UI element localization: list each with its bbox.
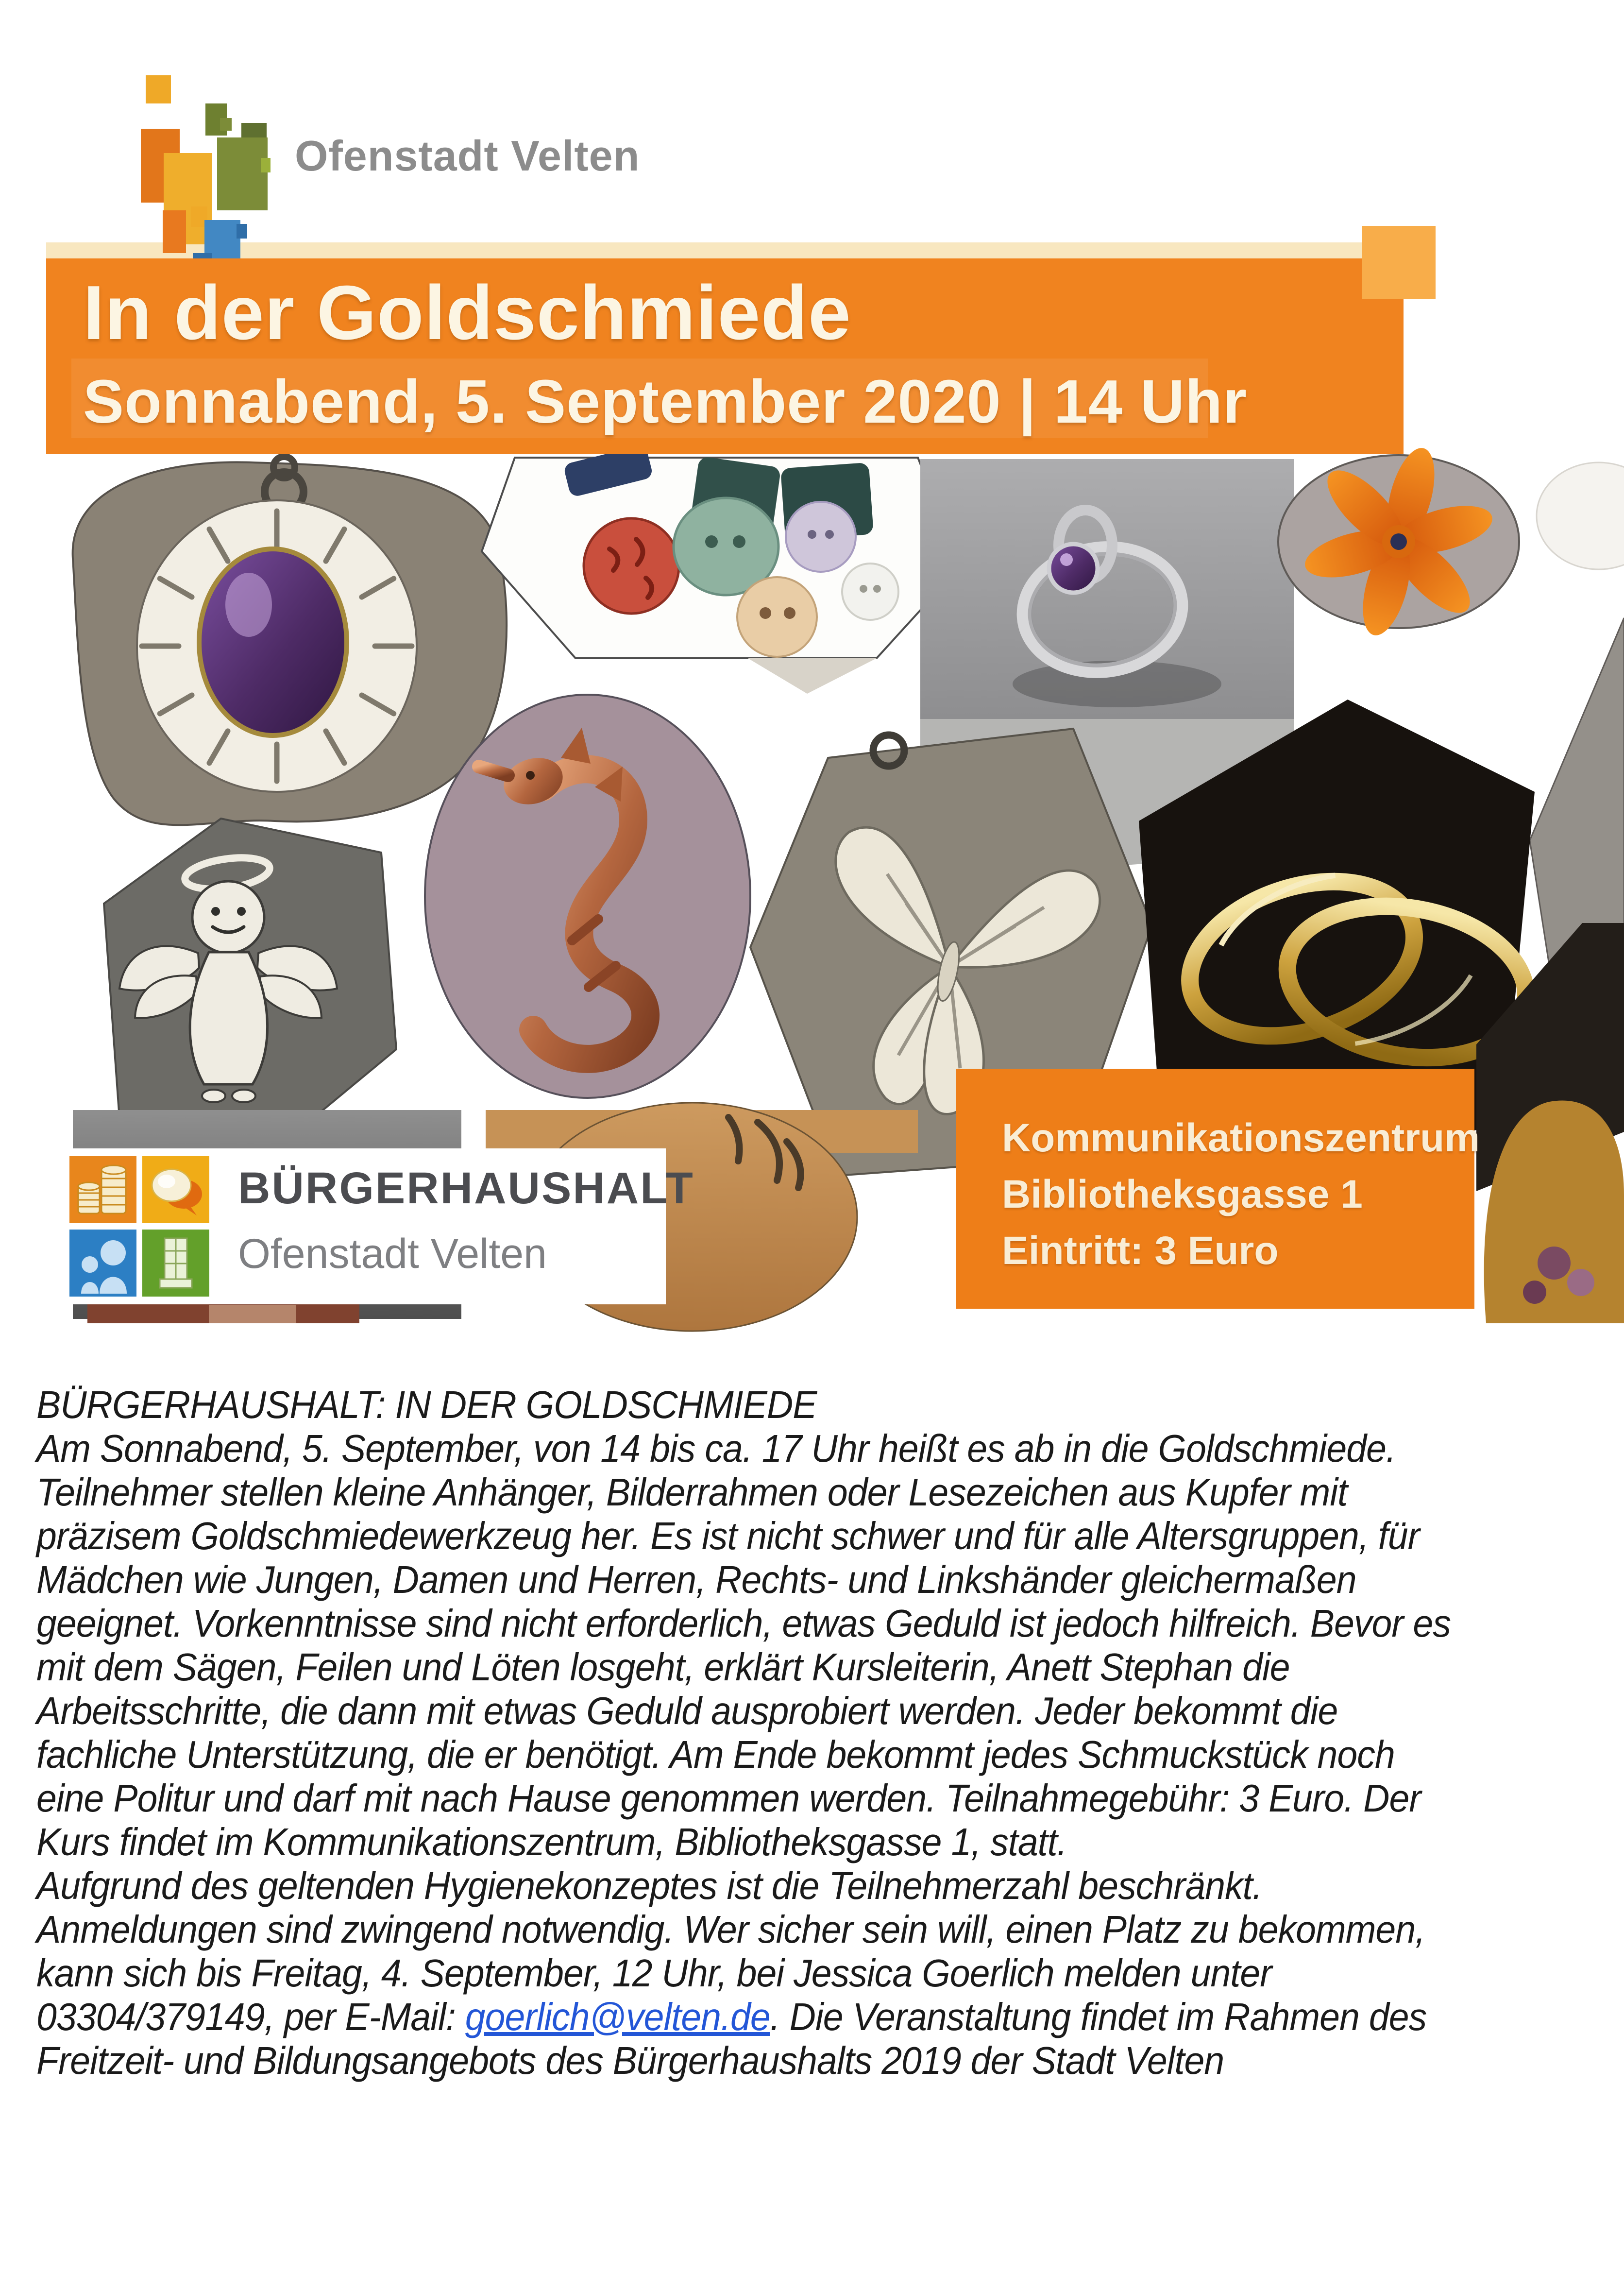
event-title: In der Goldschmiede — [83, 270, 851, 356]
collage-orange-flower — [1278, 443, 1519, 640]
body-line: geeignet. Vorkenntnisse sind nicht erforderlich, etwas Geduld ist jedoch hilfreich. Bevor es — [36, 1602, 1451, 1645]
tower-icon — [142, 1230, 209, 1297]
body-line: Anmeldungen sind zwingend notwendig. Wer sicher sein will, einen Platz zu bekommen, — [36, 1908, 1425, 1951]
ofenstadt-velten-logo-icon — [134, 61, 289, 265]
body-line: präzisem Goldschmiedewerkzeug her. Es ist nicht schwer und für alle Altersgruppen, für — [36, 1514, 1420, 1557]
collage-silver-angel-pendant — [104, 819, 396, 1152]
body-line: Freitzeit- und Bildungsangebots des Bürgerhaushalts 2019 der Stadt Velten — [36, 2039, 1224, 2082]
buergerhaushalt-subtitle: Ofenstadt Velten — [238, 1230, 547, 1277]
info-address: Bibliotheksgasse 1 — [1002, 1172, 1363, 1216]
body-line: kann sich bis Freitag, 4. September, 12 Uhr, bei Jessica Goerlich melden unter — [36, 1951, 1272, 1995]
email-link[interactable]: goerlich@velten.de — [465, 1995, 770, 2038]
event-date: Sonnabend, 5. September 2020 | 14 Uhr — [83, 367, 1248, 436]
brand-text: Ofenstadt Velten — [295, 132, 640, 180]
collage-copper-dragon-pendant — [425, 695, 750, 1098]
body-line: eine Politur und darf mit nach Hause genommen werden. Teilnahmegebühr: 3 Euro. Der — [36, 1777, 1421, 1820]
event-info-box — [956, 1069, 1480, 1309]
accent-square — [1362, 226, 1436, 299]
body-line: Kurs findet im Kommunikationszentrum, Bibliotheksgasse 1, statt. — [36, 1820, 1067, 1863]
body-line: Am Sonnabend, 5. September, von 14 bis ca. 17 Uhr heißt es ab in die Goldschmiede. — [36, 1427, 1396, 1470]
collage-button-collection — [482, 444, 961, 694]
email-line-suffix: . Die Veranstaltung findet im Rahmen des — [770, 1995, 1427, 2038]
people-icon — [69, 1230, 136, 1297]
body-line: BÜRGERHAUSHALT: IN DER GOLDSCHMIEDE — [36, 1383, 817, 1426]
body-line: Aufgrund des geltenden Hygienekonzeptes ist die Teilnehmerzahl beschränkt. — [36, 1864, 1262, 1907]
buergerhaushalt-logo — [62, 1148, 694, 1304]
collage-amethyst-pendant — [73, 457, 507, 825]
body-line: Mädchen wie Jungen, Damen und Herren, Rechts- und Linkshänder gleichermaßen — [36, 1558, 1356, 1601]
body-line: mit dem Sägen, Feilen und Löten losgeht, erklärt Kursleiterin, Anett Stephan die — [36, 1645, 1290, 1689]
body-line: fachliche Unterstützung, die er benötigt. Am Ende bekommt jedes Schmuckstück noch — [36, 1733, 1395, 1776]
speech-balloons-icon — [142, 1156, 209, 1223]
body-text — [36, 1383, 1620, 2083]
coins-icon — [69, 1156, 136, 1223]
info-venue: Kommunikationszentrum — [1002, 1116, 1480, 1160]
info-price: Eintritt: 3 Euro — [1002, 1229, 1279, 1273]
body-line: Arbeitsschritte, die dann mit etwas Geduld ausprobiert werden. Jeder bekommt die — [36, 1689, 1338, 1732]
body-line: Teilnehmer stellen kleine Anhänger, Bilderrahmen oder Lesezeichen aus Kupfer mit — [36, 1470, 1348, 1514]
body-line-with-email — [36, 1995, 1524, 2039]
email-line-prefix: 03304/379149, per E-Mail: — [36, 1995, 465, 2038]
buergerhaushalt-title: BÜRGERHAUSHALT — [238, 1163, 694, 1213]
event-banner — [46, 258, 1404, 454]
